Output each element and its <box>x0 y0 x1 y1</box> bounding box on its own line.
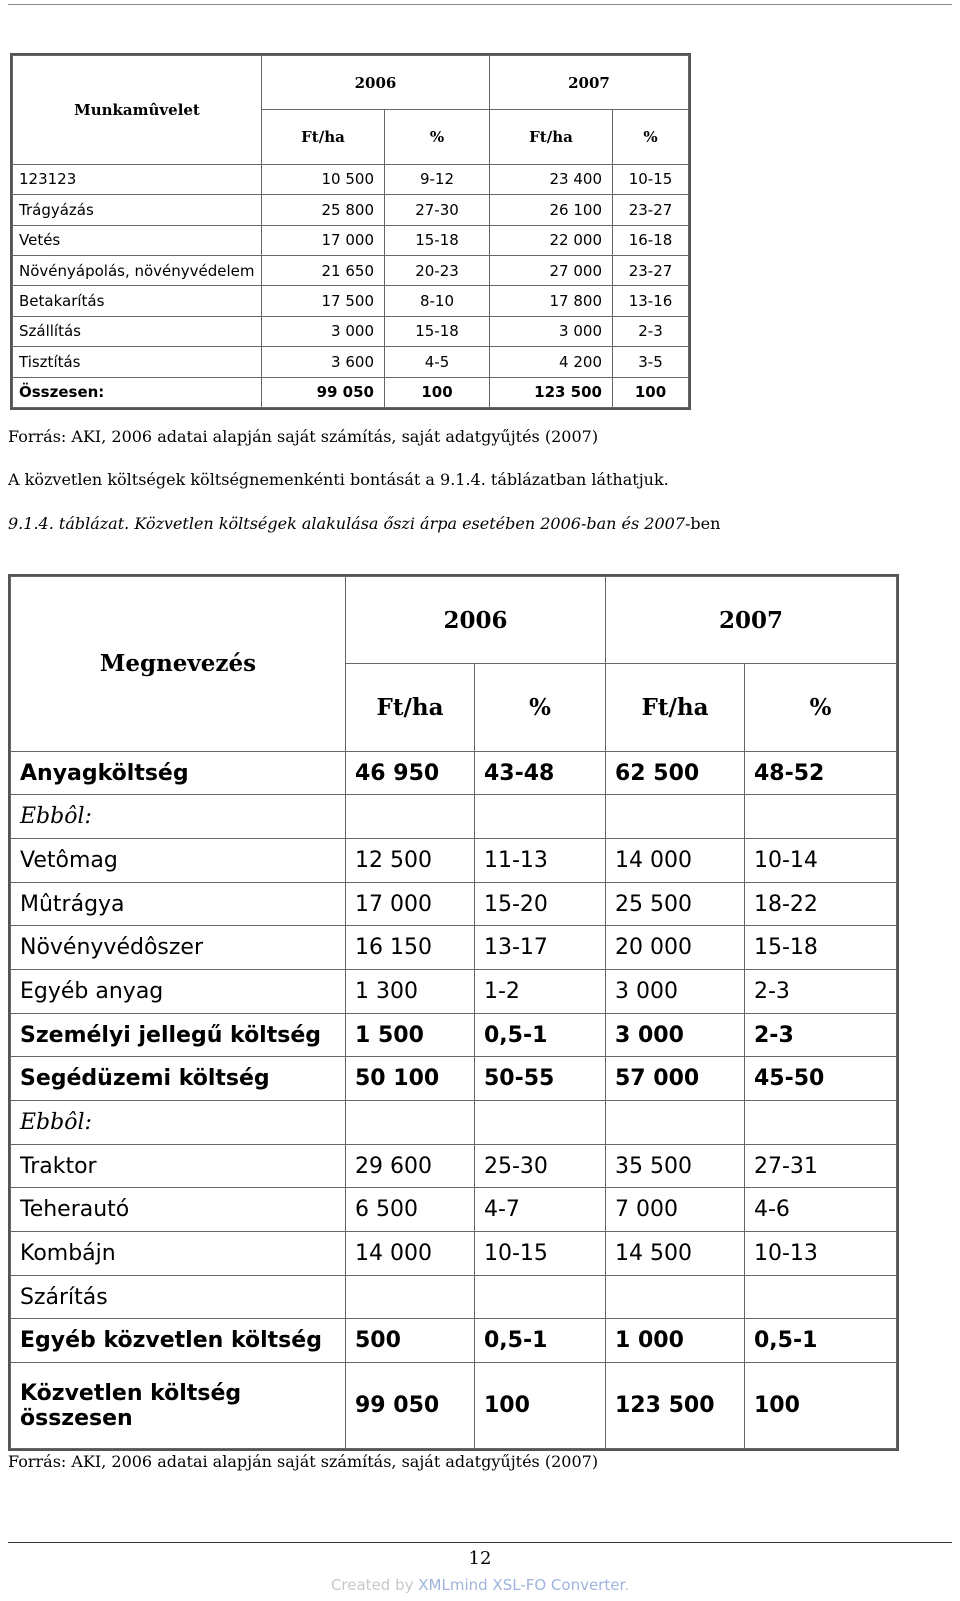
table2-cell: 50-55 <box>475 1057 606 1101</box>
table2-cell: 25 500 <box>606 882 745 926</box>
table2-cell: 123 500 <box>606 1363 745 1449</box>
table2-cell: 62 500 <box>606 751 745 795</box>
table2-cell <box>346 1101 475 1145</box>
table1-cell: 2-3 <box>613 316 689 346</box>
table2-cell: 45-50 <box>745 1057 897 1101</box>
table2-cell: 14 000 <box>606 839 745 883</box>
table1-cell: 15-18 <box>385 316 490 346</box>
table2-row-label: Kombájn <box>11 1232 346 1276</box>
table2-cell: 0,5-1 <box>475 1013 606 1057</box>
table2-cell: 46 950 <box>346 751 475 795</box>
table1-cell: 20-23 <box>385 255 490 285</box>
table1-row-label: Vetés <box>13 225 262 255</box>
table2-cell <box>346 1275 475 1319</box>
table2-cell: 10-14 <box>745 839 897 883</box>
table1-row-label: Betakarítás <box>13 286 262 316</box>
table1-cell: 3 600 <box>262 347 385 377</box>
table2-row-label: Vetômag <box>11 839 346 883</box>
table2-cell: 100 <box>745 1363 897 1449</box>
table2-cell: 43-48 <box>475 751 606 795</box>
table2-cell: 1-2 <box>475 970 606 1014</box>
table1-cell: 3-5 <box>613 347 689 377</box>
table1-cell: 3 000 <box>262 316 385 346</box>
table1-cell: 21 650 <box>262 255 385 285</box>
table2-cell: 35 500 <box>606 1144 745 1188</box>
table2-row-label: Ebbôl: <box>11 795 346 839</box>
table2-header-pct-2007: % <box>745 664 897 751</box>
table1-row <box>13 377 689 407</box>
table2-cell: 25-30 <box>475 1144 606 1188</box>
table1-header-fth-2006: Ft/ha <box>262 110 385 164</box>
table2-cell: 12 500 <box>346 839 475 883</box>
intro-paragraph: A közvetlen költségek költségnemenkénti bontását a 9.1.4. táblázatban láthatjuk. <box>8 470 669 489</box>
source-note-1: Forrás: AKI, 2006 adatai alapján saját számítás, saját adatgyűjtés (2007) <box>8 427 599 446</box>
table2-cell <box>745 795 897 839</box>
table1-row <box>13 255 689 285</box>
table2-row <box>11 1319 897 1363</box>
table2-cell: 14 500 <box>606 1232 745 1276</box>
table2-cell: 15-20 <box>475 882 606 926</box>
table1-cell: 13-16 <box>613 286 689 316</box>
table2-row <box>11 970 897 1014</box>
table1-header-2007: 2007 <box>490 56 689 110</box>
table2-row <box>11 1363 897 1449</box>
top-rule <box>8 4 952 5</box>
table2-row-label: Egyéb anyag <box>11 970 346 1014</box>
table1-row-label: 123123 <box>13 164 262 194</box>
table2-row-label: Szárítás <box>11 1275 346 1319</box>
table2-cell: 10-13 <box>745 1232 897 1276</box>
table1-cell: 23-27 <box>613 255 689 285</box>
table2-cell: 57 000 <box>606 1057 745 1101</box>
table2-cell: 4-6 <box>745 1188 897 1232</box>
table2-row <box>11 926 897 970</box>
table2-row <box>11 1275 897 1319</box>
table2-cell <box>745 1101 897 1145</box>
credit-suffix: . <box>624 1576 630 1594</box>
table1-cell: 100 <box>385 377 490 407</box>
table1-row <box>13 316 689 346</box>
table1-cell: 17 500 <box>262 286 385 316</box>
table2-cell: 1 500 <box>346 1013 475 1057</box>
table2-row <box>11 839 897 883</box>
table2-cell: 18-22 <box>745 882 897 926</box>
table1-cell: 17 800 <box>490 286 613 316</box>
table2-cell <box>606 1275 745 1319</box>
table1-row-label: Szállítás <box>13 316 262 346</box>
table1-row-label: Növényápolás, növényvédelem <box>13 255 262 285</box>
table1-row <box>13 164 689 194</box>
table2-cell: 6 500 <box>346 1188 475 1232</box>
table2-cell <box>745 1275 897 1319</box>
table1-cell: 4-5 <box>385 347 490 377</box>
table2-cell: 13-17 <box>475 926 606 970</box>
footer-rule <box>8 1542 952 1543</box>
table1-header-2006: 2006 <box>262 56 490 110</box>
table1-header-fth-2007: Ft/ha <box>490 110 613 164</box>
table1-cell: 27-30 <box>385 195 490 225</box>
table-caption <box>8 514 720 533</box>
table2-cell: 1 300 <box>346 970 475 1014</box>
table2-cell: 0,5-1 <box>475 1319 606 1363</box>
table2-row-label: Segédüzemi költség <box>11 1057 346 1101</box>
table2-row-label: Egyéb közvetlen költség <box>11 1319 346 1363</box>
table1-cell: 23 400 <box>490 164 613 194</box>
table2-cell: 14 000 <box>346 1232 475 1276</box>
table2-row-label: Traktor <box>11 1144 346 1188</box>
table1-cell: 15-18 <box>385 225 490 255</box>
table1-cell: 25 800 <box>262 195 385 225</box>
table2-cell: 99 050 <box>346 1363 475 1449</box>
caption-tail: -ben <box>685 514 721 533</box>
table2-cell: 29 600 <box>346 1144 475 1188</box>
table2-cell <box>475 1101 606 1145</box>
table2-row-label: Anyagköltség <box>11 751 346 795</box>
table1-row-label: Tisztítás <box>13 347 262 377</box>
credit-prefix: Created by <box>330 1576 419 1594</box>
table2-cell <box>606 1101 745 1145</box>
table2-cell: 4-7 <box>475 1188 606 1232</box>
table1-cell: 99 050 <box>262 377 385 407</box>
table1-cell: 22 000 <box>490 225 613 255</box>
table1-cell: 16-18 <box>613 225 689 255</box>
source-note-2: Forrás: AKI, 2006 adatai alapján saját számítás, saját adatgyűjtés (2007) <box>8 1452 599 1471</box>
table1-cell: 9-12 <box>385 164 490 194</box>
table2-header-2006: 2006 <box>346 577 606 664</box>
table2-cell: 20 000 <box>606 926 745 970</box>
table2-cell <box>346 795 475 839</box>
table2-header-fth-2007: Ft/ha <box>606 664 745 751</box>
table2-cell: 27-31 <box>745 1144 897 1188</box>
table1-row <box>13 195 689 225</box>
table2-cell <box>475 1275 606 1319</box>
table2-cell: 16 150 <box>346 926 475 970</box>
table2-cell: 2-3 <box>745 1013 897 1057</box>
table2-header-name: Megnevezés <box>11 577 346 752</box>
table1-cell: 17 000 <box>262 225 385 255</box>
caption-italic: 9.1.4. táblázat. Közvetlen költségek alakulása őszi árpa esetében 2006-ban és 2007 <box>8 514 686 533</box>
table2-row <box>11 1013 897 1057</box>
table1-cell: 27 000 <box>490 255 613 285</box>
table2-cell: 10-15 <box>475 1232 606 1276</box>
table2-row-label: Növényvédôszer <box>11 926 346 970</box>
table2-cell: 48-52 <box>745 751 897 795</box>
table2-header-pct-2006: % <box>475 664 606 751</box>
table2-cell: 11-13 <box>475 839 606 883</box>
table2-row-label: Ebbôl: <box>11 1101 346 1145</box>
table2-cell: 3 000 <box>606 970 745 1014</box>
table1-header-operation: Munkamûvelet <box>13 56 262 165</box>
table2-cell <box>606 795 745 839</box>
table1-cell: 100 <box>613 377 689 407</box>
table1-cell: 8-10 <box>385 286 490 316</box>
table2-row <box>11 882 897 926</box>
table2-cell: 3 000 <box>606 1013 745 1057</box>
table1-header-pct-2006: % <box>385 110 490 164</box>
table2-row <box>11 795 897 839</box>
table2-row <box>11 1188 897 1232</box>
table2-row-label: Személyi jellegű költség <box>11 1013 346 1057</box>
table1-row <box>13 347 689 377</box>
table1-row <box>13 286 689 316</box>
table1-row-label: Összesen: <box>13 377 262 407</box>
table2-row-label: Teherautó <box>11 1188 346 1232</box>
table2-cell: 2-3 <box>745 970 897 1014</box>
table1-cell: 23-27 <box>613 195 689 225</box>
page-number: 12 <box>468 1548 492 1569</box>
table2-row <box>11 751 897 795</box>
direct-costs-table <box>8 574 899 1451</box>
table1-cell: 10 500 <box>262 164 385 194</box>
table1-row <box>13 225 689 255</box>
table2-cell: 50 100 <box>346 1057 475 1101</box>
table2-row <box>11 1144 897 1188</box>
table2-header-2007: 2007 <box>606 577 897 664</box>
generator-credit <box>0 1576 960 1594</box>
table2-cell <box>475 795 606 839</box>
table2-row-label: Közvetlen költség összesen <box>11 1363 346 1449</box>
table1-row-label: Trágyázás <box>13 195 262 225</box>
table1-cell: 123 500 <box>490 377 613 407</box>
table2-cell: 1 000 <box>606 1319 745 1363</box>
table1-cell: 4 200 <box>490 347 613 377</box>
table1-cell: 10-15 <box>613 164 689 194</box>
table2-row <box>11 1232 897 1276</box>
table2-cell: 100 <box>475 1363 606 1449</box>
table2-row <box>11 1101 897 1145</box>
table1-header-pct-2007: % <box>613 110 689 164</box>
table2-cell: 15-18 <box>745 926 897 970</box>
table2-cell: 7 000 <box>606 1188 745 1232</box>
table2-cell: 500 <box>346 1319 475 1363</box>
table2-cell: 0,5-1 <box>745 1319 897 1363</box>
table2-row-label: Mûtrágya <box>11 882 346 926</box>
table2-cell: 17 000 <box>346 882 475 926</box>
credit-link[interactable]: XMLmind XSL-FO Converter <box>418 1576 625 1594</box>
table2-header-fth-2006: Ft/ha <box>346 664 475 751</box>
table2-row <box>11 1057 897 1101</box>
table1-cell: 26 100 <box>490 195 613 225</box>
table1-cell: 3 000 <box>490 316 613 346</box>
operations-cost-table <box>10 53 691 410</box>
